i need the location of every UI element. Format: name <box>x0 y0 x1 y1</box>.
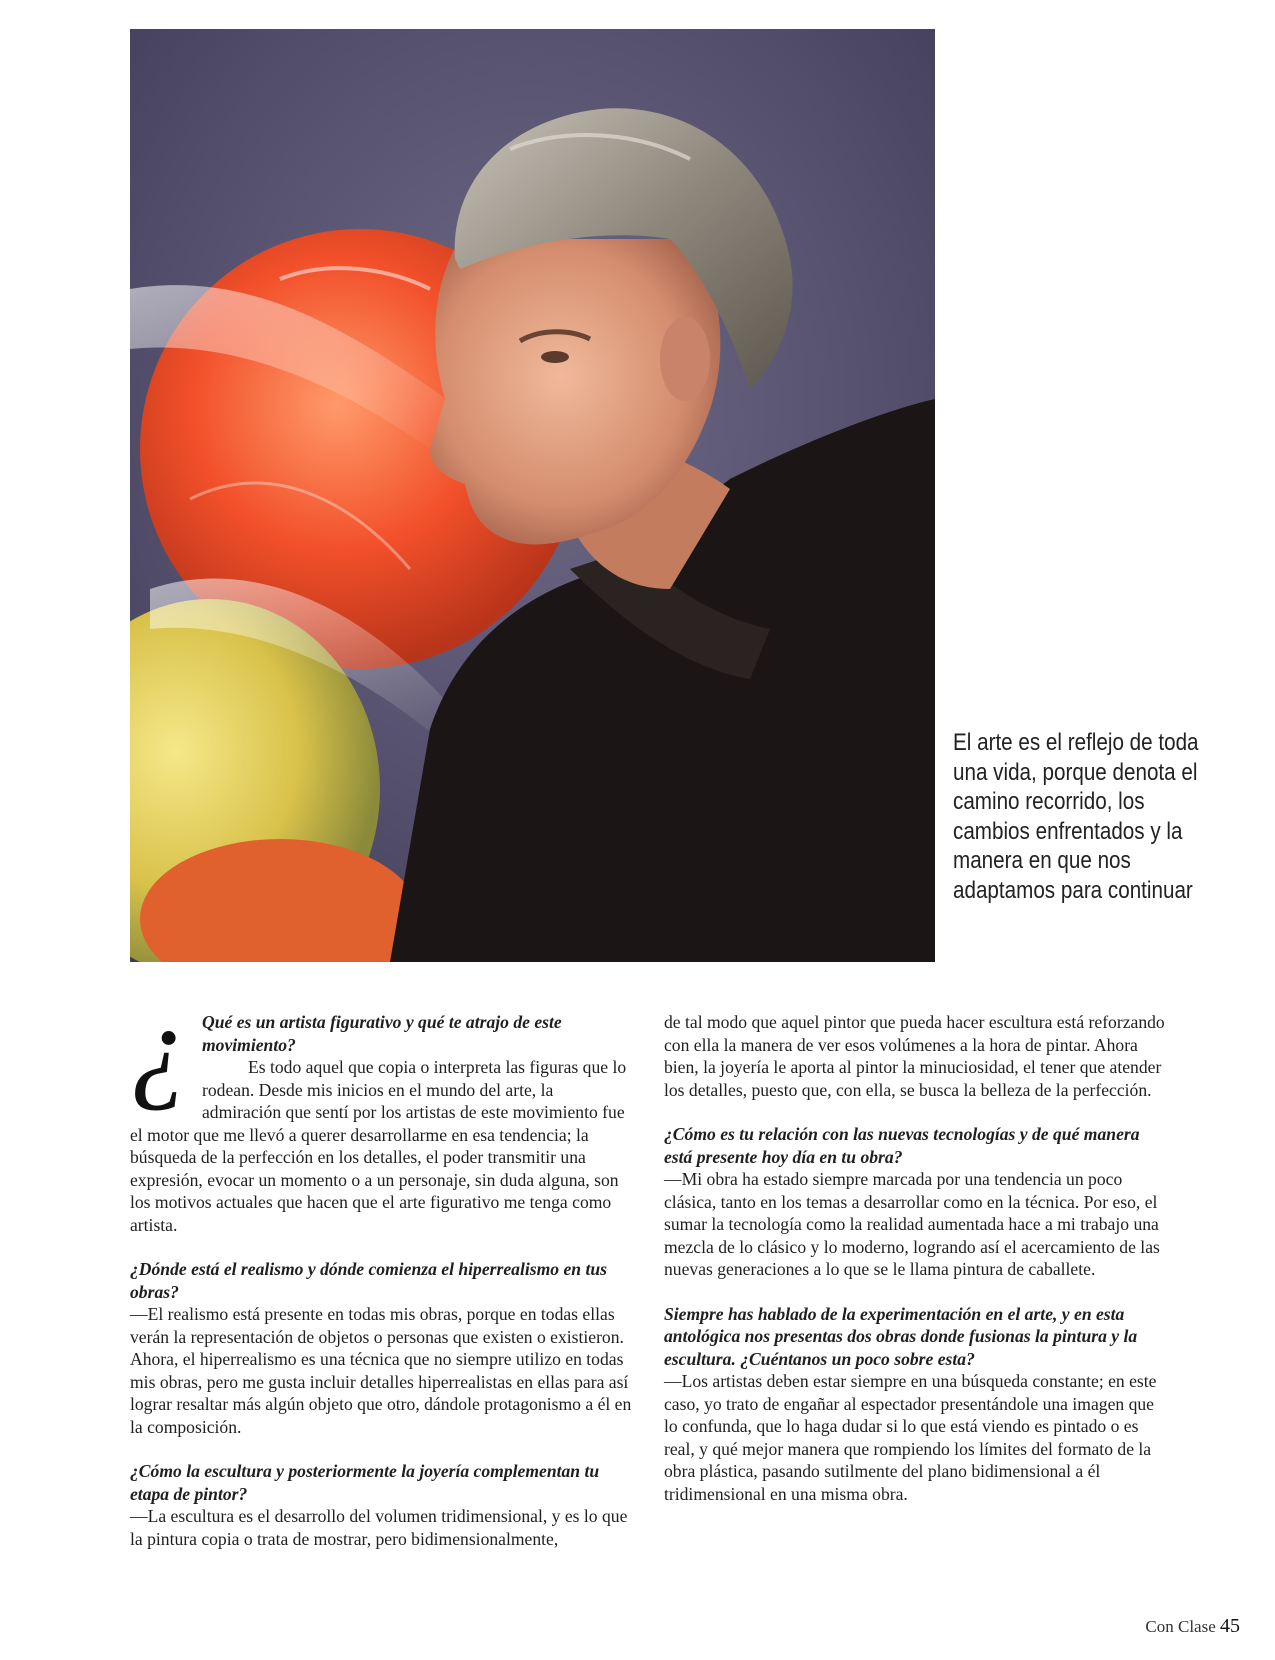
answer-3-part-1: —La escultura es el desarrollo del volumen tridimensional, y es lo que la pintura copia o trata de mostrar, pero bidimensionalmente, <box>130 1506 628 1549</box>
article-column-right <box>664 1011 1170 1505</box>
question-5: Siempre has hablado de la experimentación en el arte, y en esta antológica nos presentas dos obras donde fusionas la pintura y la escultura. ¿Cuéntanos un poco sobre esta? <box>664 1303 1138 1369</box>
question-4: ¿Cómo es tu relación con las nuevas tecnologías y de qué manera está presente hoy día en tu obra? <box>664 1124 1140 1167</box>
page-number: 45 <box>1220 1615 1240 1637</box>
question-1: Qué es un artista figurativo y qué te atrajo de este movimiento? <box>202 1012 562 1055</box>
article-column-left <box>130 981 635 1550</box>
paragraph-gap <box>664 1101 1170 1123</box>
question-2: ¿Dónde está el realismo y dónde comienza el hiperrealismo en tus obras? <box>130 1259 607 1302</box>
drop-cap: ¿ <box>130 981 189 1112</box>
paragraph-gap <box>664 1281 1170 1303</box>
answer-4: —Mi obra ha estado siempre marcada por una tendencia un poco clásica, tanto en los temas a desarrollar como en la técnica. Por eso, el sumar la tecnología como la realidad aumentada hace a mi trabajo una mezcla de lo clásico y lo moderno, logrando así el acercamiento de las nuevas generaciones a lo que se le llama pintura de caballete. <box>664 1169 1160 1279</box>
answer-2: —El realismo está presente en todas mis obras, porque en todas ellas verán la representación de objetos o personas que existen o existieron. Ahora, el hiperrealismo es una técnica que no siempre utilizo en todas mis obras, pero me gusta incluir detalles hiperrealistas en ellas para así lograr resaltar más algún objeto que otro, dándole protagonismo a él en la composición. <box>130 1304 632 1437</box>
answer-3-part-2: de tal modo que aquel pintor que pueda hacer escultura está reforzando con ella la manera de ver esos volúmenes a la hora de pintar. Ahora bien, la joyería le aporta al pintor la minuciosidad, el tener que atender los detalles, puesto que, con ella, se busca la belleza de la perfección. <box>664 1012 1165 1100</box>
pull-quote: El arte es el reflejo de toda una vida, porque denota el camino recorrido, los cambios enfrentados y la manera en que nos adaptamos para continuar <box>953 729 1199 904</box>
paragraph-gap <box>130 1236 635 1258</box>
paragraph-gap <box>130 1438 635 1460</box>
first-paragraph <box>130 981 635 1236</box>
artist-portrait-photo <box>130 29 935 962</box>
answer-1: Es todo aquel que copia o interpreta las figuras que lo rodean. Desde mis inicios en el mundo del arte, la admiración que sentí por los artistas de este movimiento fue el motor que me llevó a querer desarrollarme en esa tendencia; la búsqueda de la perfección en los detalles, el poder transmitir una expresión, evocar un momento o a un personaje, sin duda alguna, son los motivos actuales que hacen que el arte figurativo me tenga como artista. <box>130 1057 627 1235</box>
question-3: ¿Cómo la escultura y posteriormente la joyería complementan tu etapa de pintor? <box>130 1461 600 1504</box>
page-footer <box>1145 1615 1240 1638</box>
magazine-name: Con Clase <box>1145 1617 1216 1636</box>
answer-5: —Los artistas deben estar siempre en una búsqueda constante; en este caso, yo trato de engañar al espectador presentándole una imagen que lo confunda, que lo haga dudar si lo que está viendo es pintado o es real, y qué mejor manera que rompiendo los límites del formato de la obra plástica, pasando sutilmente del plano bidimensional a él tridimensional en una misma obra. <box>664 1371 1157 1504</box>
